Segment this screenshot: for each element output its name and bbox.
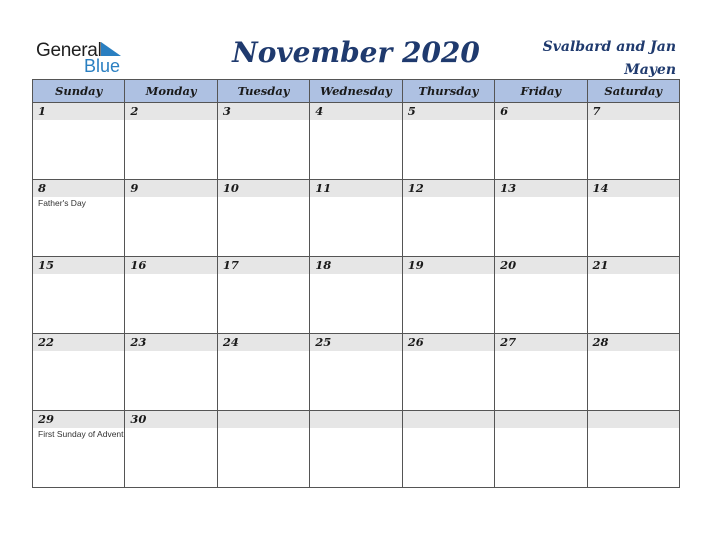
- day-cell: [310, 257, 402, 334]
- day-cell: [495, 180, 587, 257]
- week-row: [33, 411, 680, 488]
- day-number: 12: [407, 181, 424, 195]
- day-number-bar: [588, 411, 679, 428]
- day-number: 18: [315, 258, 332, 272]
- day-cell: [495, 103, 587, 180]
- day-number-bar: [125, 411, 216, 428]
- weekday-header: Saturday: [587, 80, 679, 103]
- day-number-bar: [495, 334, 586, 351]
- day-number: 9: [130, 181, 139, 195]
- day-number-bar: [125, 180, 216, 197]
- day-number: 8: [38, 181, 47, 195]
- day-number-bar: [495, 103, 586, 120]
- calendar-grid: [32, 79, 680, 488]
- day-number: 28: [592, 335, 609, 349]
- day-cell: [125, 411, 217, 488]
- region-name: Svalbard and Jan Mayen: [542, 39, 676, 78]
- day-number: 14: [592, 181, 609, 195]
- day-cell: [217, 411, 309, 488]
- day-number-bar: [33, 103, 124, 120]
- day-number-bar: [588, 103, 679, 120]
- day-cell: [217, 334, 309, 411]
- day-number: 22: [38, 335, 55, 349]
- day-number: 26: [407, 335, 424, 349]
- day-number: 25: [315, 335, 332, 349]
- day-number: 4: [315, 104, 324, 118]
- day-cell: [125, 334, 217, 411]
- calendar-title: November 2020: [232, 36, 480, 69]
- day-number-bar: [218, 411, 309, 428]
- day-number-bar: [218, 257, 309, 274]
- day-cell: [217, 257, 309, 334]
- day-cell: [587, 180, 679, 257]
- day-cell: [33, 411, 125, 488]
- day-cell: [310, 334, 402, 411]
- day-number: 30: [130, 412, 147, 426]
- day-cell: [310, 180, 402, 257]
- week-row: [33, 103, 680, 180]
- day-number-bar: [218, 180, 309, 197]
- day-cell: [33, 180, 125, 257]
- day-cell: [310, 411, 402, 488]
- weekday-header: Sunday: [33, 80, 125, 103]
- day-number-bar: [33, 180, 124, 197]
- calendar-body: [33, 103, 680, 488]
- day-number-bar: [310, 257, 401, 274]
- weekday-header: Monday: [125, 80, 217, 103]
- day-cell: [217, 180, 309, 257]
- week-row: [33, 180, 680, 257]
- day-number-bar: [218, 103, 309, 120]
- day-cell: [587, 411, 679, 488]
- day-number-bar: [310, 334, 401, 351]
- day-number: 2: [130, 104, 139, 118]
- day-number: 16: [130, 258, 147, 272]
- weekday-header: Friday: [495, 80, 587, 103]
- day-number-bar: [588, 334, 679, 351]
- day-cell: [587, 257, 679, 334]
- day-number-bar: [125, 257, 216, 274]
- day-number: 13: [500, 181, 517, 195]
- day-number: 11: [315, 181, 332, 195]
- day-number: 15: [38, 258, 55, 272]
- weekday-header: Wednesday: [310, 80, 402, 103]
- holiday-label: Father's Day: [38, 198, 86, 208]
- day-number-bar: [495, 180, 586, 197]
- day-number-bar: [588, 257, 679, 274]
- day-number-bar: [403, 257, 494, 274]
- day-number-bar: [403, 411, 494, 428]
- day-cell: [587, 103, 679, 180]
- day-cell: [33, 257, 125, 334]
- day-cell: [217, 103, 309, 180]
- day-cell: [402, 180, 494, 257]
- day-cell: [402, 103, 494, 180]
- day-number-bar: [403, 180, 494, 197]
- day-number-bar: [495, 411, 586, 428]
- day-number-bar: [125, 103, 216, 120]
- day-number-bar: [403, 334, 494, 351]
- day-cell: [587, 334, 679, 411]
- day-number-bar: [125, 334, 216, 351]
- day-number: 27: [500, 335, 517, 349]
- holiday-label: First Sunday of Advent: [38, 429, 124, 439]
- day-number: 24: [222, 335, 239, 349]
- day-cell: [495, 411, 587, 488]
- day-cell: [402, 334, 494, 411]
- day-cell: [125, 180, 217, 257]
- day-number: 3: [222, 104, 231, 118]
- weekday-header-row: [33, 80, 680, 103]
- day-cell: [33, 334, 125, 411]
- day-number-bar: [588, 180, 679, 197]
- day-number: 29: [38, 412, 55, 426]
- day-number: 10: [222, 181, 239, 195]
- logo-blue-text: Blue: [84, 56, 121, 76]
- day-cell: [495, 257, 587, 334]
- day-cell: [125, 103, 217, 180]
- day-cell: [402, 411, 494, 488]
- day-number: 17: [222, 258, 239, 272]
- day-number: 7: [592, 104, 601, 118]
- day-number-bar: [495, 257, 586, 274]
- day-number-bar: [33, 257, 124, 274]
- day-number-bar: [33, 334, 124, 351]
- weekday-header: Tuesday: [217, 80, 309, 103]
- day-number: 6: [500, 104, 509, 118]
- day-number-bar: [218, 334, 309, 351]
- day-cell: [402, 257, 494, 334]
- day-number-bar: [403, 103, 494, 120]
- day-number: 1: [38, 104, 47, 118]
- day-cell: [33, 103, 125, 180]
- day-number: 20: [500, 258, 517, 272]
- day-number: 23: [130, 335, 147, 349]
- day-number: 5: [407, 104, 416, 118]
- week-row: [33, 334, 680, 411]
- day-number-bar: [310, 180, 401, 197]
- day-number-bar: [310, 411, 401, 428]
- day-cell: [310, 103, 402, 180]
- day-number: 19: [407, 258, 424, 272]
- day-number: 21: [592, 258, 609, 272]
- day-cell: [495, 334, 587, 411]
- day-number-bar: [310, 103, 401, 120]
- day-number-bar: [33, 411, 124, 428]
- week-row: [33, 257, 680, 334]
- weekday-header: Thursday: [402, 80, 494, 103]
- logo-general-text: General: [36, 40, 102, 61]
- day-cell: [125, 257, 217, 334]
